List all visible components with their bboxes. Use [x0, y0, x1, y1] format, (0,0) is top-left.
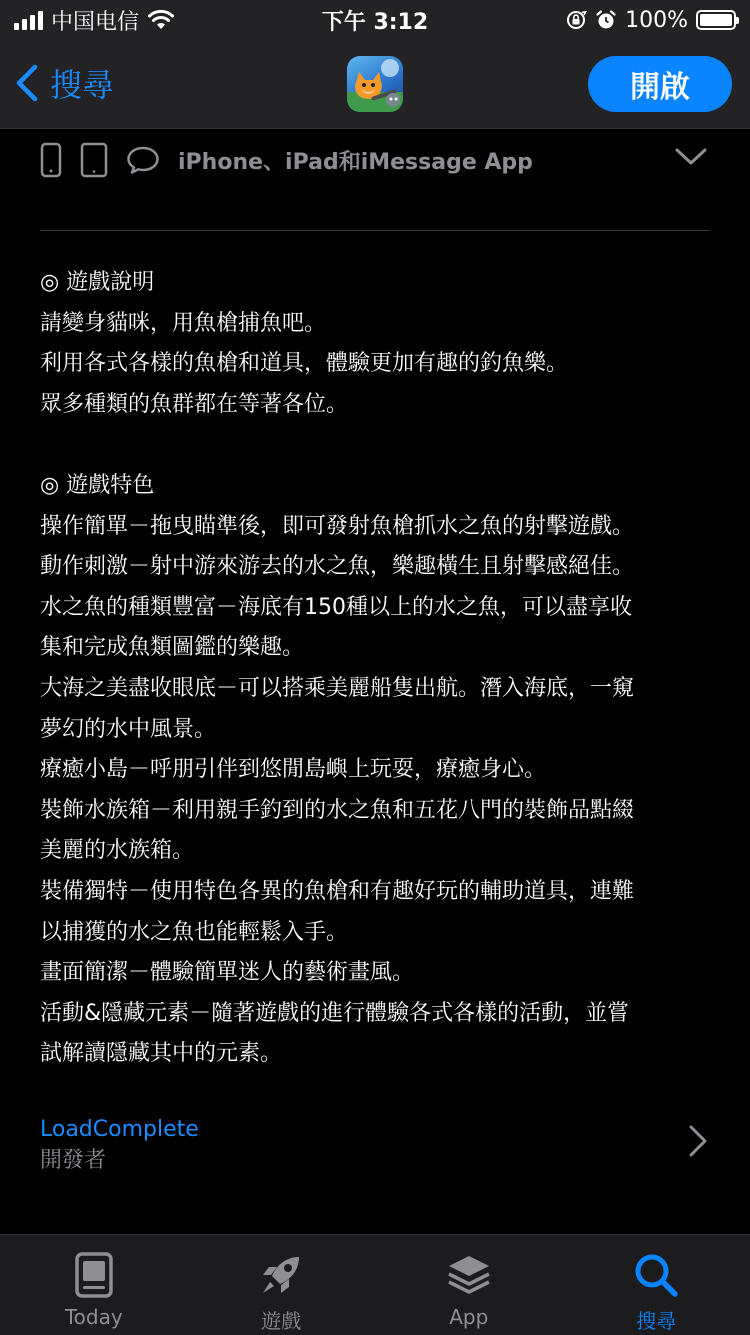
alarm-icon [595, 9, 617, 31]
app-description [40, 263, 710, 1075]
ipad-icon [80, 142, 108, 178]
description-line: 裝飾水族箱－利用親手釣到的水之魚和五花八門的裝飾品點綴 [40, 791, 710, 832]
rocket-icon [257, 1251, 305, 1299]
search-icon [633, 1252, 679, 1298]
compatibility-label: iPhone、iPad和iMessage App [178, 145, 533, 176]
iphone-icon [40, 142, 62, 178]
description-line: 動作刺激－射中游來游去的水之魚，樂趣橫生且射擊感絕佳。 [40, 547, 710, 588]
app-icon [347, 56, 403, 112]
developer-name-link[interactable]: LoadComplete [40, 1112, 199, 1148]
description-line: 水之魚的種類豐富－海底有150種以上的水之魚，可以盡享收 [40, 588, 710, 629]
navigation-bar [0, 40, 750, 129]
tab-label: Today [65, 1305, 123, 1329]
tab-label: 搜尋 [636, 1305, 676, 1334]
orientation-lock-icon [565, 9, 587, 31]
paragraph-gap [40, 425, 710, 466]
tab-search[interactable] [563, 1235, 750, 1335]
status-bar [0, 0, 750, 40]
description-line: 夢幻的水中風景。 [40, 710, 710, 751]
description-line: 大海之美盡收眼底－可以搭乘美麗船隻出航。潛入海底，一窺 [40, 669, 710, 710]
description-line: 療癒小島－呼朋引伴到悠閒島嶼上玩耍，療癒身心。 [40, 750, 710, 791]
back-button[interactable] [14, 60, 114, 106]
developer-label: 開發者 [40, 1146, 106, 1176]
description-line: 畫面簡潔－體驗簡單迷人的藝術畫風。 [40, 953, 710, 994]
description-line: 裝備獨特－使用特色各異的魚槍和有趣好玩的輔助道具，連難 [40, 872, 710, 913]
imessage-icon [126, 145, 160, 175]
description-line: 以捕獲的水之魚也能輕鬆入手。 [40, 913, 710, 954]
status-bar-right [565, 0, 736, 40]
description-line: 利用各式各樣的魚槍和道具，體驗更加有趣的釣魚樂。 [40, 344, 710, 385]
compatibility-row[interactable] [40, 140, 710, 180]
device-icons [40, 142, 160, 178]
status-time: 下午 3:12 [0, 0, 750, 40]
description-line: 眾多種類的魚群都在等著各位。 [40, 385, 710, 426]
tab-today[interactable] [0, 1235, 188, 1335]
tab-apps[interactable] [375, 1235, 563, 1335]
status-bar-left [14, 0, 175, 40]
battery-icon [696, 10, 736, 30]
chevron-down-icon[interactable] [674, 146, 708, 168]
description-line: 美麗的水族箱。 [40, 831, 710, 872]
tab-bar [0, 1234, 750, 1335]
battery-percent: 100% [625, 8, 688, 33]
developer-row[interactable] [40, 1112, 710, 1176]
tab-label: App [449, 1305, 488, 1329]
description-line: 操作簡單－拖曳瞄準後，即可發射魚槍抓水之魚的射擊遊戲。 [40, 507, 710, 548]
description-line: 集和完成魚類圖鑑的樂趣。 [40, 628, 710, 669]
today-icon [74, 1251, 114, 1299]
back-button-label: 搜尋 [50, 60, 114, 106]
signal-strength-icon [14, 10, 43, 30]
chevron-right-icon [688, 1124, 708, 1158]
open-app-button[interactable]: 開啟 [588, 56, 732, 112]
tab-games[interactable] [188, 1235, 376, 1335]
battery-level-fill [700, 14, 732, 26]
description-heading: ◎ 遊戲說明 [40, 263, 710, 304]
tab-label: 遊戲 [261, 1305, 301, 1334]
description-heading: ◎ 遊戲特色 [40, 466, 710, 507]
description-line: 請變身貓咪，用魚槍捕魚吧。 [40, 304, 710, 345]
carrier-name: 中国电信 [51, 5, 139, 36]
chevron-left-icon [14, 64, 40, 102]
wifi-icon [147, 9, 175, 31]
description-line: 試解讀隱藏其中的元素。 [40, 1034, 710, 1075]
section-divider [40, 230, 710, 231]
description-line: 活動&隱藏元素－隨著遊戲的進行體驗各式各樣的活動，並嘗 [40, 994, 710, 1035]
layers-icon [446, 1252, 492, 1298]
